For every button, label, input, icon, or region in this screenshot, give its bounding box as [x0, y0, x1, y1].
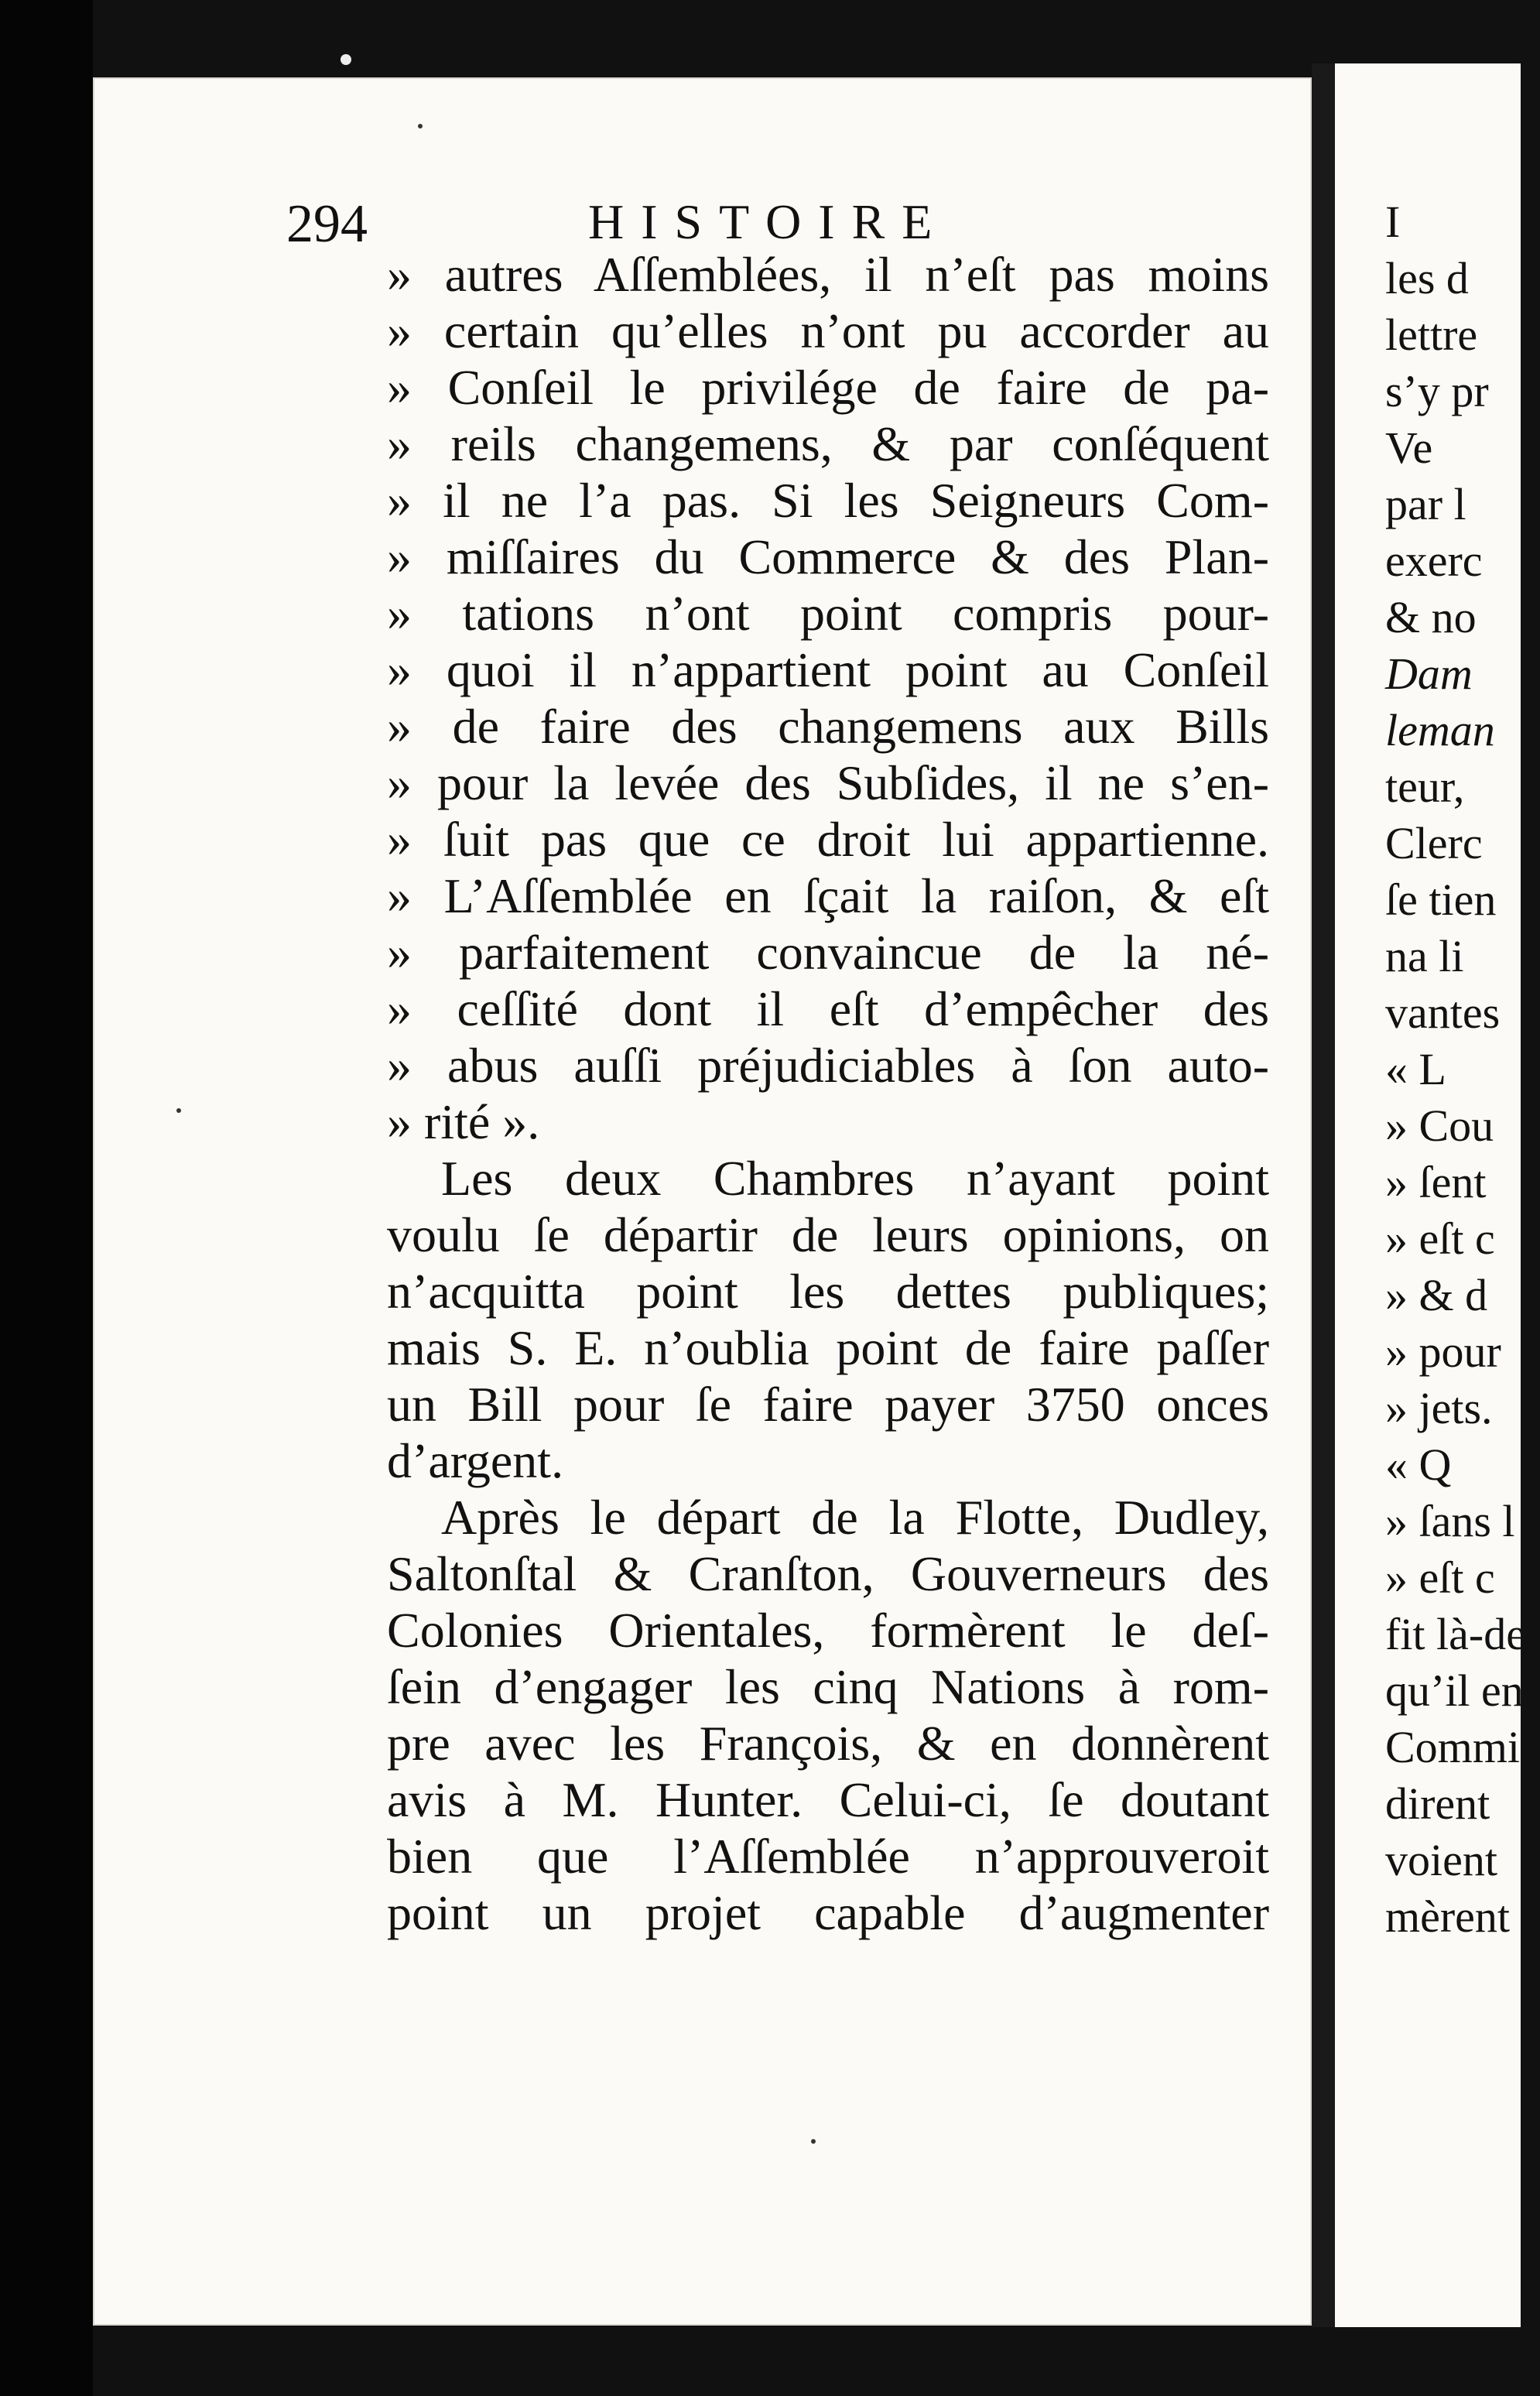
text-line: » ſuit pas que ce droit lui appartienne.	[387, 812, 1269, 867]
right-text-line: les d	[1385, 253, 1469, 303]
right-text-line: » Cou	[1385, 1100, 1494, 1151]
right-text-line: Commi	[1385, 1722, 1521, 1772]
text-line: point un projet capable d’augmenter	[387, 1885, 1269, 1940]
ink-speck	[176, 1108, 181, 1113]
text-line: Les deux Chambres n’ayant point	[441, 1151, 1269, 1206]
right-text-line: vantes	[1385, 987, 1501, 1038]
running-title: HISTOIRE	[588, 194, 950, 249]
ink-speck	[811, 2139, 816, 2144]
page-gutter	[1312, 63, 1335, 2327]
text-line: » certain qu’elles n’ont pu accorder au	[387, 303, 1269, 358]
right-text-line: ſe tien	[1385, 875, 1497, 925]
right-text-line: par l	[1385, 479, 1466, 529]
text-line: ſein d’engager les cinq Nations à rom-	[387, 1659, 1269, 1714]
right-text-line: Clerc	[1385, 818, 1483, 868]
right-text-line: fit là-de	[1385, 1609, 1526, 1659]
right-page-text	[1385, 193, 1540, 1945]
right-text-line: » pour	[1385, 1326, 1501, 1377]
text-line: avis à M. Hunter. Celui-ci, ſe doutant	[387, 1772, 1269, 1827]
text-line: » autres Aſſemblées, il n’eſt pas moins	[387, 247, 1269, 302]
book-binding-edge	[0, 0, 93, 2396]
text-line: un Bill pour ſe faire payer 3750 onces	[387, 1377, 1269, 1432]
text-line: Après le départ de la Flotte, Dudley,	[441, 1490, 1269, 1545]
right-text-line: » ſent	[1385, 1157, 1487, 1207]
right-text-line: s’y pr	[1385, 366, 1489, 416]
text-line: » pour la levée des Subſides, il ne s’en-	[387, 755, 1269, 810]
text-line: voulu ſe départir de leurs opinions, on	[387, 1207, 1269, 1262]
right-text-line: I	[1385, 197, 1401, 247]
page-number: 294	[286, 194, 368, 254]
right-text-line: » jets.	[1385, 1383, 1493, 1433]
text-line: » de faire des changemens aux Bills	[387, 699, 1269, 754]
text-line: » parfaitement convaincue de la né-	[387, 925, 1269, 980]
right-text-line: dirent	[1385, 1778, 1490, 1829]
right-text-line: & no	[1385, 592, 1477, 642]
right-text-line: qu’il en	[1385, 1665, 1524, 1716]
right-text-line: mèrent	[1385, 1891, 1511, 1942]
right-text-line: na li	[1385, 931, 1464, 981]
text-line: » abus auſſi préjudiciables à ſon auto-	[387, 1038, 1269, 1093]
ink-speck	[341, 54, 351, 65]
text-line: d’argent.	[387, 1433, 564, 1488]
right-text-line: » & d	[1385, 1270, 1488, 1320]
text-line: » rité ».	[387, 1094, 540, 1149]
text-line: n’acquitta point les dettes publiques;	[387, 1264, 1269, 1319]
text-line: pre avec les François, & en donnèrent	[387, 1716, 1269, 1771]
right-text-line: » eſt c	[1385, 1213, 1495, 1264]
right-text-line: Dam	[1385, 649, 1473, 699]
text-line: Colonies Orientales, formèrent le deſ-	[387, 1603, 1269, 1658]
text-line: » Conſeil le privilége de faire de pa-	[387, 360, 1269, 415]
right-text-line: » eſt c	[1385, 1552, 1495, 1603]
right-text-line: teur,	[1385, 762, 1465, 812]
text-line: » reils changemens, & par conſéquent	[387, 416, 1269, 471]
text-line: » miſſaires du Commerce & des Plan-	[387, 529, 1269, 584]
main-text-block	[387, 246, 1269, 1941]
text-line: Saltonſtal & Cranſton, Gouverneurs des	[387, 1546, 1269, 1601]
ink-speck	[418, 124, 423, 128]
right-text-line: voient	[1385, 1835, 1497, 1885]
text-line: » L’Aſſemblée en ſçait la raiſon, & eſt	[387, 868, 1269, 923]
text-line: » ceſſité dont il eſt d’empêcher des	[387, 981, 1269, 1036]
right-text-line: lettre	[1385, 310, 1478, 360]
text-line: » quoi il n’appartient point au Conſeil	[387, 642, 1269, 697]
right-text-line: Ve	[1385, 423, 1433, 473]
right-text-line: « L	[1385, 1044, 1446, 1094]
text-line: » tations n’ont point compris pour-	[387, 586, 1269, 641]
right-text-line: « Q	[1385, 1439, 1452, 1490]
right-text-line: leman	[1385, 705, 1495, 755]
right-text-line: » ſans l	[1385, 1496, 1515, 1546]
text-line: bien que l’Aſſemblée n’approuveroit	[387, 1829, 1269, 1884]
text-line: » il ne l’a pas. Si les Seigneurs Com-	[387, 473, 1269, 528]
right-text-line: exerc	[1385, 536, 1483, 586]
text-line: mais S. E. n’oublia point de faire paſſer	[387, 1320, 1269, 1375]
